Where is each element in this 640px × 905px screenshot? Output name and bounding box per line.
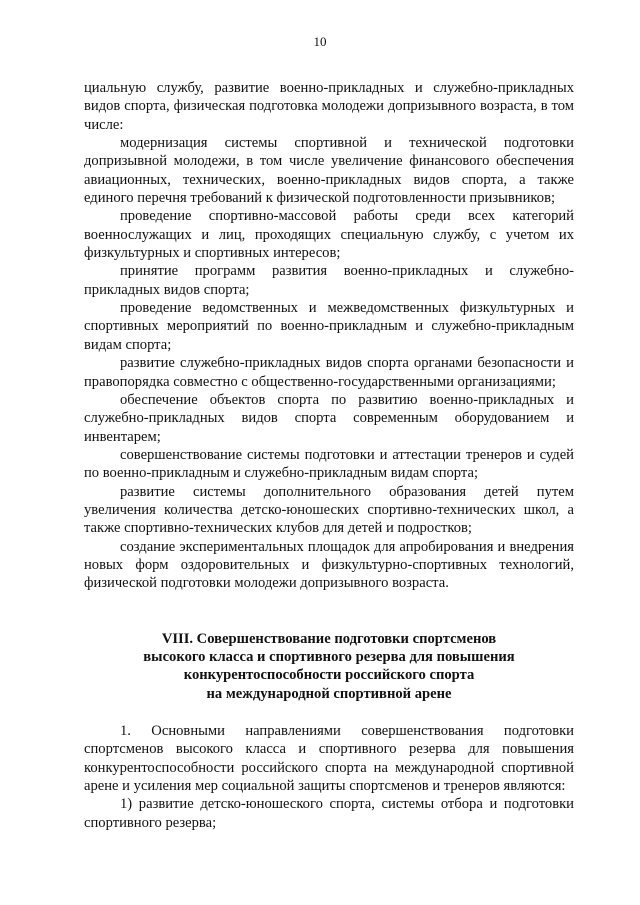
list-item: модернизация системы спортивной и технической подготовки допризывной молодежи, в том числе увеличение финансового обеспечения авиационных, технических, военно-прикладных видов спорта, а также единого перечня требований к физической подготовленности призывников;	[84, 135, 574, 207]
list-item: создание экспериментальных площадок для апробирования и внедрения новых форм оздоровительных и физкультурно-спортивных технологий, физической подготовки молодежи допризывного возраста.	[84, 538, 574, 592]
section-heading-line: конкурентоспособности российского спорта	[183, 667, 475, 684]
section-heading-line: VIII. Совершенствование подготовки спортсменов	[161, 630, 497, 647]
list-item: развитие служебно-прикладных видов спорта органами безопасности и правопорядка совместно с общественно-государственными организациями;	[84, 355, 574, 390]
section-heading	[84, 630, 574, 703]
paragraph: 1. Основными направлениями совершенствования подготовки спортсменов высокого класса и спортивного резерва для повышения конкурентоспособности российского спорта на международной спортивной арене и усиления мер социальной защиты спортсменов и тренеров являются:	[84, 723, 574, 795]
list-item: 1) развитие детско-юношеского спорта, системы отбора и подготовки спортивного резерва;	[84, 796, 574, 831]
page-number: 10	[313, 34, 327, 49]
list-item: совершенствование системы подготовки и аттестации тренеров и судей по военно-прикладным и служебно-прикладным видам спорта;	[84, 446, 574, 482]
list-item: обеспечение объектов спорта по развитию военно-прикладных и служебно-прикладных видов спорта современным оборудованием и инвентарем;	[84, 391, 574, 445]
document-body	[84, 79, 574, 832]
list-item: проведение ведомственных и межведомственных физкультурных и спортивных мероприятий по военно-прикладным и служебно-прикладным видам спорта;	[84, 300, 574, 353]
section-heading-line: на международной спортивной арене	[206, 685, 452, 702]
list-item: проведение спортивно-массовой работы среди всех категорий военнослужащих и лиц, проходящих специальную службу, с учетом их физкультурных и спортивных интересов;	[84, 208, 574, 262]
list-item: развитие системы дополнительного образования детей путем увеличения количества детско-юношеских спортивно-технических школ, а также спортивно-технических клубов для детей и подростков;	[84, 483, 574, 537]
paragraph: циальную службу, развитие военно-прикладных и служебно-прикладных видов спорта, физическая подготовка молодежи допризывного возраста, в том числе:	[84, 80, 574, 133]
list-item: принятие программ развития военно-прикладных и служебно-прикладных видов спорта;	[84, 263, 574, 298]
section-heading-line: высокого класса и спортивного резерва для повышения	[143, 648, 515, 665]
